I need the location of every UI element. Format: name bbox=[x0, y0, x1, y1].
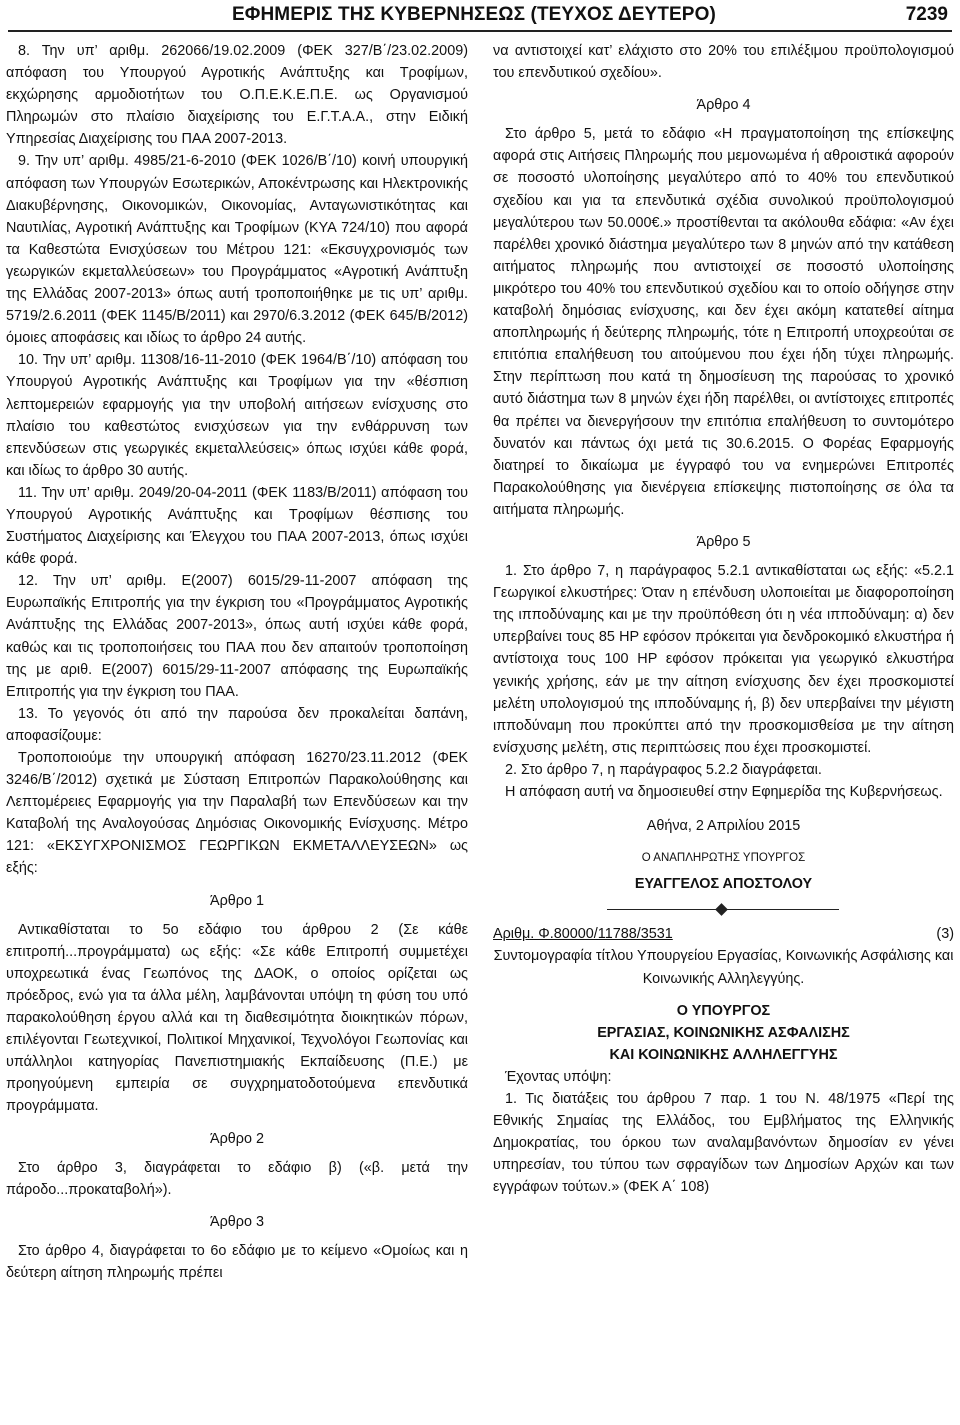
article-2-title: Άρθρο 2 bbox=[210, 1130, 264, 1147]
article-3-title: Άρθρο 3 bbox=[210, 1213, 264, 1230]
page-header bbox=[0, 0, 960, 34]
minister-line-2: ΕΡΓΑΣΙΑΣ, ΚΟΙΝΩΝΙΚΗΣ ΑΣΦΑΛΙΣΗΣ bbox=[597, 1024, 850, 1041]
minister-title bbox=[493, 1000, 954, 1066]
article-3-text: Στο άρθρο 4, διαγράφεται το 6ο εδάφιο με το κείμενο «Ομοίως και η δεύτερη αίτηση πληρωμής πρέπει bbox=[6, 1242, 468, 1281]
left-column bbox=[6, 40, 468, 1420]
article-2-text: Στο άρθρο 3, διαγράφεται το εδάφιο β) («β. μετά την πάροδο...προκαταβολή»). bbox=[6, 1159, 468, 1198]
reference-index: (3) bbox=[936, 926, 954, 943]
header-rule bbox=[8, 30, 952, 32]
having-regard: Έχοντας υπόψη: bbox=[505, 1068, 612, 1085]
right-column bbox=[493, 40, 954, 1420]
continuation-text: να αντιστοιχεί κατ’ ελάχιστο στο 20% του επιλέξιμου προϋπολογισμού του επενδυτικού σχεδίου». bbox=[493, 43, 954, 82]
amendment-paragraph: Τροποποιούμε την υπουργική απόφαση 16270/23.11.2012 (ΦΕΚ 3246/Β΄/2012) σχετικά με Σύσταση Επιτροπών Παρακολούθησης και Λεπτομέρειες Εφαρμογής για την Παραλαβή των Επενδύσεων και την Καταβολή της Αναλογούσας Δημόσιας Οικονομικής Ενίσχυσης. Μέτρο 121: «ΕΚΣΥΓΧΡΟΝΙΣΜΟΣ ΓΕΩΡΓΙΚΩΝ ΕΚΜΕΤΑΛΛΕΥΣΕΩΝ» ως εξής: bbox=[6, 750, 468, 877]
diamond-icon bbox=[715, 904, 728, 917]
reference-line bbox=[493, 923, 954, 945]
reference-number: Αριθμ. Φ.80000/11788/3531 bbox=[493, 926, 673, 943]
law-paragraph-1: 1. Τις διατάξεις του άρθρου 7 παρ. 1 του Ν. 48/1975 «Περί της Εθνικής Σημαίας της Ελλάδος, του Εμβλήματος της Ελληνικής Δημοκρατίας, του όρκου των αναλαμβανόντων δημοσίαν εν γένει υπηρεσίαν, του τύπου των σφραγίδων των Δημοσίων Αρχών και των εγγράφων τούτων.» (ΦΕΚ Α΄ 108) bbox=[493, 1090, 954, 1196]
minister-line-1: Ο ΥΠΟΥΡΓΟΣ bbox=[676, 1002, 771, 1019]
article-4-title: Άρθρο 4 bbox=[696, 97, 751, 114]
signing-date: Αθήνα, 2 Απριλίου 2015 bbox=[646, 818, 801, 835]
paragraph-10: 10. Την υπ’ αριθμ. 11308/16-11-2010 (ΦΕΚ 1964/Β΄/10) απόφαση του Υπουργού Αγροτικής Ανάπτυξης και Τροφίμων για την «θέσπιση λεπτομερειών εφαρμογής για την υποβολή αιτήσεων ενίσχυσης στο πλαίσιο του καθεστώτος ενισχύσεων για την ενθάρρυνση των επενδύσεων στις γεωργικές εκμεταλλεύσεις» όπως ισχύει κάθε φορά, και ιδίως το άρθρο 30 αυτής. bbox=[6, 352, 468, 479]
gazette-title: ΕΦΗΜΕΡΙΣ ΤΗΣ ΚΥΒΕΡΝΗΣΕΩΣ (ΤΕΥΧΟΣ ΔΕΥΤΕΡΟ) bbox=[232, 4, 716, 25]
article-1-text: Αντικαθίσταται το 5ο εδάφιο του άρθρου 2 (Σε κάθε επιτροπή...προγράμματα) ως εξής: «Σε κάθε Επιτροπή συμμετέχει υποχρεωτικά ένας Γεωπόνος της ΔΑΟΚ, ο οποίος ορίζεται ως πρόεδρος, ενώ για τα άλλα μέλη, λαμβάνονται υπόψη τη φύση του υπό παρακολούθηση έργου αλλά και τη διαθεσιμότητα διοικητικών πόρων, επιλέγονται Γεωτεχνικοί, Πολιτικοί Μηχανικοί, Τεχνολόγοι Γεωπονίας και υπάλληλοι κατηγορίας Πανεπιστημιακής Εκπαίδευσης (Π.Ε.) με προηγούμενη εμπειρία σε συγχρηματοδοτούμενα επενδυτικά προγράμματα. bbox=[6, 921, 468, 1115]
article-5-paragraph-2: 2. Στο άρθρο 7, η παράγραφος 5.2.2 διαγράφεται. bbox=[505, 761, 822, 778]
minister-line-3: ΚΑΙ ΚΟΙΝΩΝΙΚΗΣ ΑΛΛΗΛΕΓΓΥΗΣ bbox=[609, 1046, 838, 1063]
article-1-title: Άρθρο 1 bbox=[210, 892, 264, 909]
paragraph-8: 8. Την υπ’ αριθμ. 262066/19.02.2009 (ΦΕΚ 327/Β΄/23.02.2009) απόφαση του Υπουργού Αγροτικής Ανάπτυξης και Τροφίμων, εκχώρησης αρμοδιοτήτων του Ο.Π.Ε.Κ.Ε.Π.Ε. ως Οργανισμού Πληρωμών στο πλαίσιο διαχείρισης του Ε.Γ.Τ.Α.Α., στην Ειδική Υπηρεσίας Διαχείρισης του ΠΑΑ 2007-2013. bbox=[6, 43, 468, 148]
paragraph-12: 12. Την υπ’ αριθμ. Ε(2007) 6015/29-11-2007 απόφαση της Ευρωπαϊκής Επιτροπής για την έγκριση του «Προγράμματος Αγροτικής Ανάπτυξης της Ελλάδας 2007-2013», όπως αυτή ισχύει κάθε φορά, καθώς και τις τροποποιήσεις του ΠΑΑ που δεν απαιτούν τροποποίηση της με αριθ. Ε(2007) 6015/29-11-2007 απόφασης της Ευρωπαϊκής Επιτροπής για την έγκριση του ΠΑΑ. bbox=[6, 573, 468, 700]
paragraph-9: 9. Την υπ’ αριθμ. 4985/21-6-2010 (ΦΕΚ 1026/Β΄/10) κοινή υπουργική απόφαση των Υπουργών Εσωτερικών, Αποκέντρωσης και Ηλεκτρονικής Διακυβέρνησης, Οικονομικών, Οικονομίας, Ανταγωνιστικότητας και Ναυτιλίας, Αγροτική Ανάπτυξης και Τροφίμων (ΚΥΑ 724/10) που αφορά τα Καθεστώτα Ενισχύσεων του Μέτρου 121: «Εκσυγχρονισμός των γεωργικών εκμεταλλεύσεων» του Προγράμματος «Αγροτική Ανάπτυξη της Ελλάδας 2007-2013» όπως αυτή τροποποιήθηκε με τις υπ’ αριθμ. 5719/2.6.2011 (ΦΕΚ 1145/Β/2011) και 2970/6.3.2012 (ΦΕΚ 645/Β/2012) όμοιες αποφάσεις και ιδίως το άρθρο 24 αυτής. bbox=[6, 153, 468, 347]
paragraph-11: 11. Την υπ’ αριθμ. 2049/20-04-2011 (ΦΕΚ 1183/Β/2011) απόφαση του Υπουργού Αγροτικής Ανάπτυξης και Τροφίμων θέσπισης του Συστήματος Διαχείρισης και Έλεγχου του ΠΑΑ 2007-2013, όπως ισχύει κάθε φορά. bbox=[6, 484, 468, 568]
article-5-title: Άρθρο 5 bbox=[696, 533, 751, 550]
publication-order: Η απόφαση αυτή να δημοσιευθεί στην Εφημερίδα της Κυβερνήσεως. bbox=[505, 784, 943, 800]
article-4-text: Στο άρθρο 5, μετά το εδάφιο «Η πραγματοποίηση της επίσκεψης αφορά στις Αιτήσεις Πληρωμής που μεμονωμένα ή αθροιστικά αφορούν σε ποσοστό υλοποίησης μεγαλύτερο από το 40% του επενδυτικού σχεδίου και για τα επενδυτικά σχέδια συνολικού προϋπολογισμού μεγαλύτερου των 50.000€.» προστίθενται τα ακόλουθα εδάφια: «Αν έχει παρέλθει χρονικό διάστημα μεγαλύτερο των 8 μηνών από την κατάθεση αιτήματος πληρωμής που αντιστοιχεί σε ποσοστό υλοποίησης μικρότερο του 40% του επενδυτικού σχεδίου και το οποίο οδήγησε στην καταβολή δημόσιας ενίσχυσης, και δεν έχει ακόμη κατατεθεί αίτημα αποπληρωμής ή δεύτερης πληρωμής, τότε η Επιτροπή υποχρεούται σε επιτόπια επαλήθευση του αιτούμενου που έχει ήδη τύχει πληρωμής. Στην περίπτωση που κατά τη δημοσίευση της παρούσας το χρονικό αυτό διάστημα των 8 μηνών έχει ήδη παρέλθει, οι αντίστοιχες επιτροπές θα πρέπει να διενεργήσουν την επιτόπια επαλήθευση το συντομότερο δυνατόν και πάντως όχι μετά τις 30.6.2015. Ο Φορέας Εφαρμογής διατηρεί το δικαίωμα με έγγραφό του να ενημερώνει Επιτροπές Παρακολούθησης για διενέργεια επίσκεψης πιστοποίησης σε όλα τα αιτήματα πληρωμής. bbox=[493, 126, 954, 518]
signer-name: ΕΥΑΓΓΕΛΟΣ ΑΠΟΣΤΟΛΟΥ bbox=[634, 876, 813, 893]
page-number: 7239 bbox=[905, 4, 948, 25]
signer-role: Ο ΑΝΑΠΛΗΡΩΤΗΣ ΥΠΟΥΡΓΟΣ bbox=[641, 852, 806, 865]
reference-subject: Συντομογραφία τίτλου Υπουργείου Εργασίας, Κοινωνικής Ασφάλισης και Κοινωνικής Αλληλεγγύης. bbox=[493, 948, 954, 987]
paragraph-13: 13. Το γεγονός ότι από την παρούσα δεν προκαλείται δαπάνη, αποφασίζουμε: bbox=[6, 705, 468, 744]
section-separator bbox=[493, 903, 954, 917]
article-5-paragraph-1: 1. Στο άρθρο 7, η παράγραφος 5.2.1 αντικαθίσταται ως εξής: «5.2.1 Γεωργικοί ελκυστήρες: Όταν η επένδυση υλοποιείται με διαφοροποίηση της ιπποδύναμης και με την προϋπόθεση ότι η νέα ιπποδύναμη: α) δεν υπερβαίνει τους 85 ΗΡ εφόσον πρόκειται για δενδροκομικό ελκυστήρα ή αντίστοιχα τους 100 ΗΡ εφόσον πρόκειται για γεωργικό ελκυστήρα γενικής χρήσης, εάν με την αίτηση ενίσχυσης δεν έχει προσκομιστεί μελέτη υπολογισμού της ιπποδύναμης ή, β) δεν υπερβαίνει την μέγιστη ιπποδύναμη που προκύπτει από την προσκομισθείσα με την αίτηση ενίσχυσης μελέτη, στις περιπτώσεις που έχει προσκομιστεί. bbox=[493, 563, 954, 756]
